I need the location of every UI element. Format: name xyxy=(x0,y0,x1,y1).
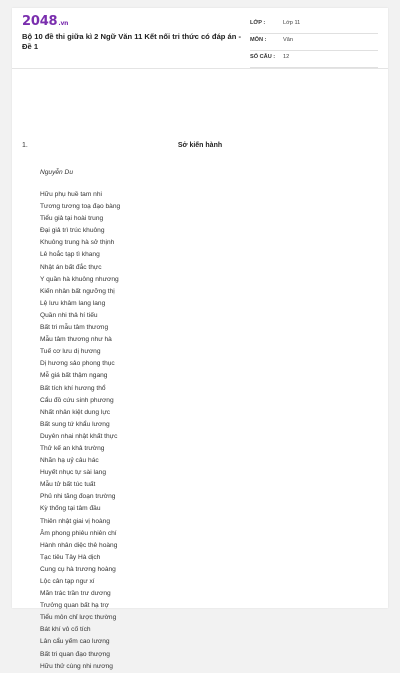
document-title: Bộ 10 đề thi giữa kì 2 Ngữ Văn 11 Kết nối tri thức có đáp án - Đề 1 xyxy=(22,32,242,51)
poem-line: Tiểu môn chỉ lược thường xyxy=(40,614,117,622)
poem-line: Nhãn hạ uỷ câu hác xyxy=(40,457,99,465)
poem-line: Kiến nhân bất ngưỡng thị xyxy=(40,287,115,295)
poem-line: Lân cẩu yếm cao lương xyxy=(40,638,110,646)
poem-line: Mẫu tâm thương như hà xyxy=(40,336,112,344)
poem-line: Mẫu tử bất túc tuất xyxy=(40,481,96,489)
poem-line: Tạc tiêu Tây Hà dịch xyxy=(40,553,101,561)
poem-line: Lê hoắc tạp tì khang xyxy=(40,251,100,259)
meta-value: Văn xyxy=(283,37,293,43)
meta-value: 12 xyxy=(283,54,290,60)
poem-line: Y quần hà khuông nhương xyxy=(40,275,119,283)
poem-line: Duyên nhai nhật khất thực xyxy=(40,432,118,440)
poem-line: Tuế cơ lưu dị hương xyxy=(40,348,101,356)
poem-line: Dị hương sảo phong thục xyxy=(40,360,115,368)
poem-line: Hành nhân diệc thê hoàng xyxy=(40,541,118,549)
poem-line: Cung cụ hà trương hoàng xyxy=(40,565,116,573)
site-logo[interactable] xyxy=(22,14,68,29)
poem-line: Trưởng quan bất hạ trợ xyxy=(40,602,109,610)
poem-line: Mễ giá bất thậm ngang xyxy=(40,372,108,380)
poem-line: Huyết nhục tự sài lang xyxy=(40,469,106,477)
poem-line: Nhật án bất đắc thực xyxy=(40,263,102,271)
poem-line: Thiên nhật giai vị hoàng xyxy=(40,517,111,525)
poem-line: Lộc cân tạp ngư xí xyxy=(40,578,95,585)
poem-line: Tương tương toạ đạo bàng xyxy=(40,203,121,211)
poem-line: Bất tri quan đạo thượng xyxy=(40,650,110,658)
logo-suffix: .vn xyxy=(58,20,69,27)
poem-line: Âm phong phiêu nhiên chí xyxy=(40,529,117,537)
poem-line: Hữu phụ huề tam nhi xyxy=(40,191,102,198)
logo-text: 2048 xyxy=(22,14,58,29)
poem-line: Khuông trung hà sở thịnh xyxy=(40,239,115,247)
document-header xyxy=(12,8,388,69)
poem-line: Bất tích khí hương thổ xyxy=(40,384,106,392)
poem-line: Nhất nhân kiệt dung lực xyxy=(40,408,111,416)
poem-author: Nguyễn Du xyxy=(40,169,73,176)
poem-line: Tiểu giả tại hoài trung xyxy=(40,215,104,223)
poem-line: Đại giả trì trúc khuông xyxy=(40,227,105,235)
poem-line: Cẩu đồ cứu sinh phương xyxy=(40,396,114,404)
poem-line: Bát khí vô cố tích xyxy=(40,626,91,634)
poem-line: Phủ nhi tăng đoạn trường xyxy=(40,493,116,501)
meta-row-subject xyxy=(250,34,378,51)
poem-line: Kỳ thống tại tâm đầu xyxy=(40,505,101,513)
meta-label: SỐ CÂU : xyxy=(250,54,276,60)
document-page xyxy=(12,8,388,670)
meta-label: LỚP : xyxy=(250,20,266,26)
poem-line: Bất tri mẫu tâm thương xyxy=(40,324,109,332)
poem-lines xyxy=(40,189,120,673)
poem-title: Sở kiến hành xyxy=(177,142,223,149)
poem-line: Bất sung tứ khẩu lương xyxy=(40,420,110,428)
meta-row-class xyxy=(250,17,378,34)
meta-value: Lớp 11 xyxy=(283,20,301,26)
question-number: 1. xyxy=(22,142,28,149)
poem-line: Lệ lưu khâm lang lang xyxy=(40,299,106,307)
poem-line: Quần nhi thả hí tiếu xyxy=(40,311,98,319)
poem-line: Thử kế an khả trường xyxy=(40,444,105,452)
meta-row-count xyxy=(250,51,378,68)
document-meta xyxy=(250,17,378,68)
poem-line: Mãn trác trần trư dương xyxy=(40,590,111,598)
meta-label: MÔN : xyxy=(250,37,267,43)
poem-line: Hữu thử cùng nhi nương xyxy=(40,662,113,670)
